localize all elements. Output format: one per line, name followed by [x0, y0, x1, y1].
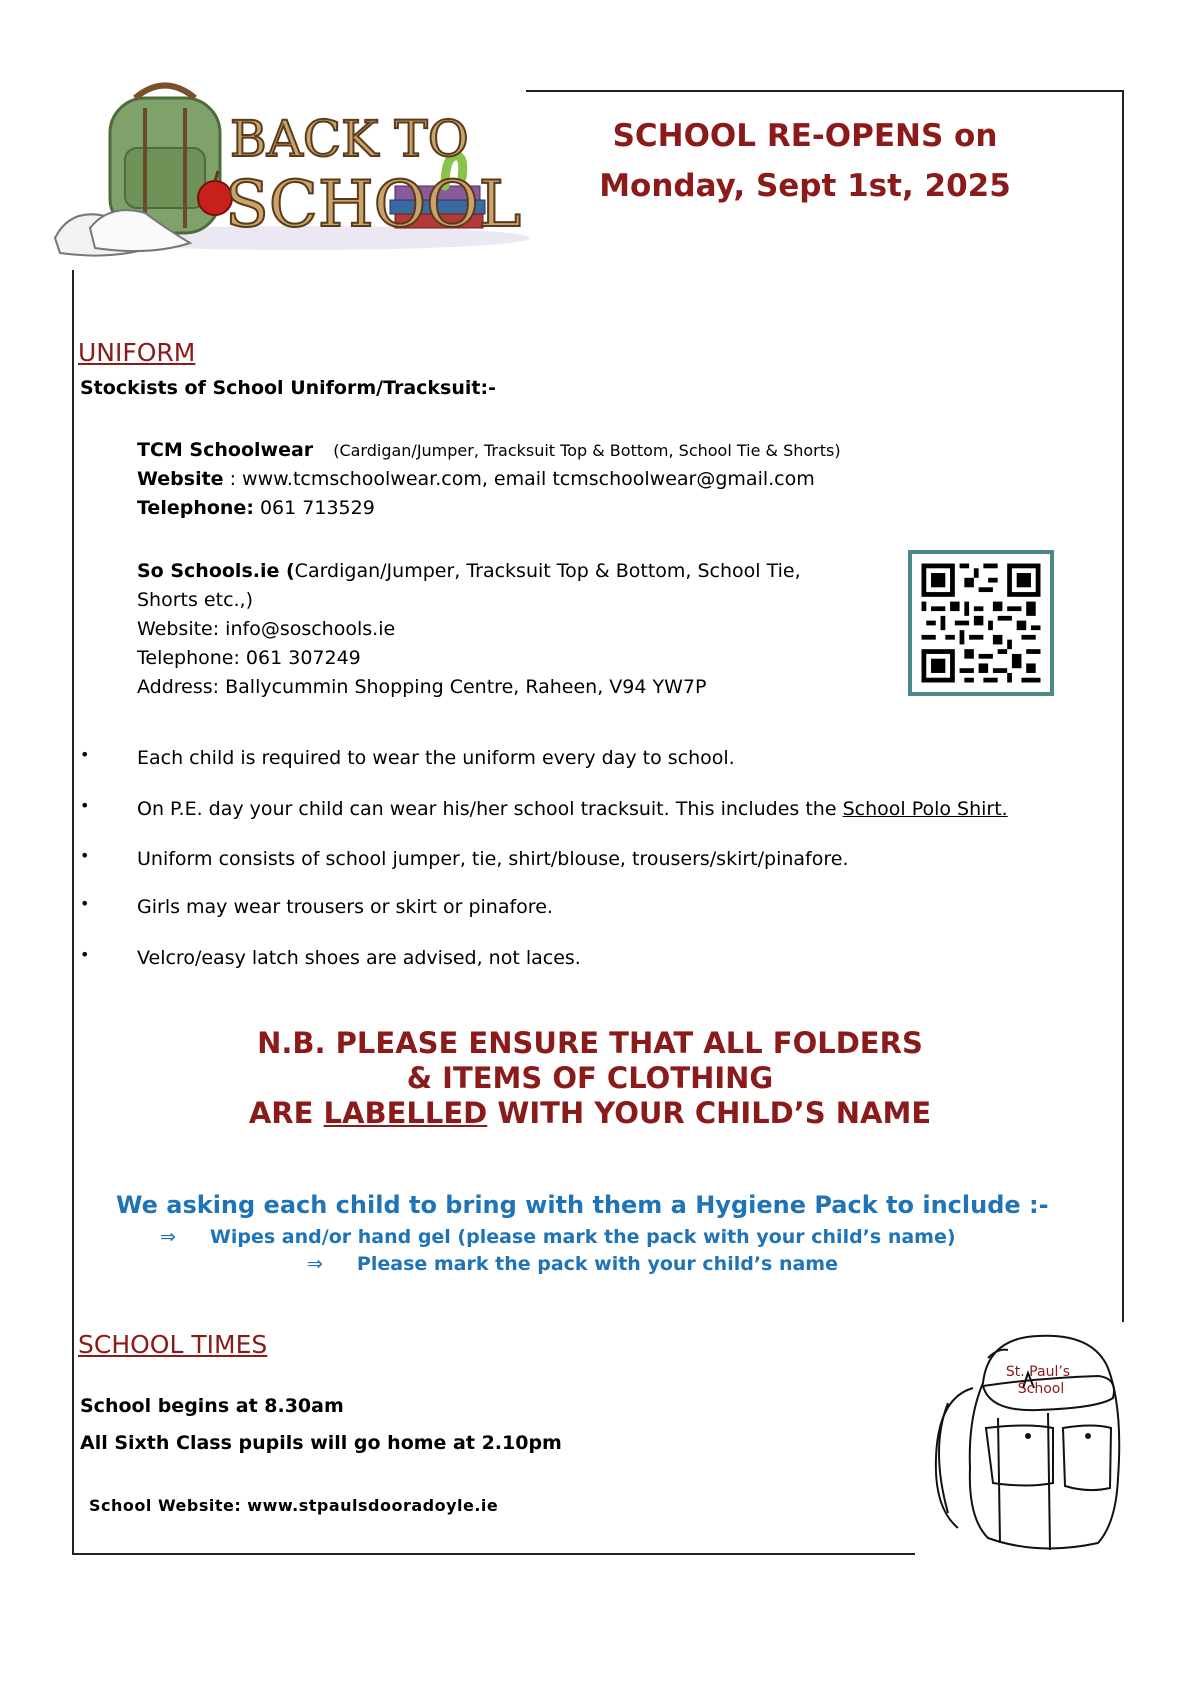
soschools-items-line2: Shorts etc.,) [137, 589, 254, 611]
school-website[interactable]: School Website: www.stpaulsdooradoyle.ie [89, 1496, 499, 1515]
back-to-school-illustration [50, 78, 530, 278]
backpack-label-line-2: School [1017, 1381, 1065, 1397]
school-begins: School begins at 8.30am [80, 1395, 344, 1417]
hygiene-item-1 [160, 1226, 956, 1248]
uniform-heading: UNIFORM [78, 338, 196, 367]
soschools-telephone: Telephone: 061 307249 [137, 647, 361, 669]
logo-text-back-to: BACK TO [230, 110, 469, 168]
soschools-address: Address: Ballycummin Shopping Centre, Raheen, V94 YW7P [137, 676, 707, 698]
bullet-text: Velcro/easy latch shoes are advised, not laces. [137, 947, 581, 969]
notice-line-3 [100, 1096, 1080, 1131]
bullet-text: Uniform consists of school jumper, tie, shirt/blouse, trousers/skirt/pinafore. [137, 848, 849, 870]
hygiene-item-1-text: Wipes and/or hand gel (please mark the pack with your child’s name) [209, 1226, 956, 1248]
bullet-text: Each child is required to wear the uniform every day to school. [137, 747, 735, 769]
arrow-icon: ⇒ [160, 1226, 176, 1248]
qr-code[interactable] [908, 550, 1054, 696]
hygiene-intro: We asking each child to bring with them a Hygiene Pack to include :- [116, 1191, 1049, 1219]
soschools-name-line [137, 557, 907, 586]
reopen-line-1: SCHOOL RE-OPENS on [612, 118, 998, 154]
backpack-illustration [928, 1328, 1138, 1558]
reopen-title [540, 118, 1070, 204]
arrow-icon: ⇒ [307, 1253, 323, 1275]
notice-line-1: N.B. PLEASE ENSURE THAT ALL FOLDERS [257, 1026, 923, 1060]
tcm-name: TCM Schoolwear [137, 439, 314, 461]
soschools-items-line1: Cardigan/Jumper, Tracksuit Top & Bottom, School Tie, [294, 560, 801, 582]
notice-line-3-post: WITH YOUR CHILD’S NAME [487, 1096, 932, 1130]
school-times-heading: SCHOOL TIMES [78, 1330, 268, 1359]
back-to-school-logo [50, 78, 530, 278]
stockists-label: Stockists of School Uniform/Tracksuit:- [80, 377, 496, 399]
bullet-text: Girls may wear trousers or skirt or pinafore. [137, 896, 553, 918]
bullet-dot: • [80, 945, 90, 964]
backpack-icon [928, 1328, 1138, 1558]
hygiene-item-2 [307, 1253, 838, 1275]
notice-line-3-pre: ARE [248, 1096, 324, 1130]
polo-shirt-text: School Polo Shirt. [842, 798, 1008, 820]
bullet-dot: • [80, 745, 90, 764]
notice-line-2: & ITEMS OF CLOTHING [406, 1061, 774, 1095]
frame-top [526, 90, 1124, 92]
labelling-notice [100, 1026, 1080, 1131]
tcm-telephone-value: 061 713529 [259, 497, 375, 519]
bullet-dot: • [80, 796, 90, 815]
tcm-name-line [137, 436, 1037, 465]
backpack-label-line-1: St. Paul’s [1005, 1364, 1071, 1380]
tcm-website-label: Website [137, 468, 224, 490]
logo-text-school: SCHOOL [225, 168, 522, 242]
soschools-block [137, 557, 907, 702]
tcm-website-value: : www.tcmschoolwear.com, email tcmschoolwear@gmail.com [229, 468, 815, 490]
reopen-line-2: Monday, Sept 1st, 2025 [599, 168, 1011, 204]
bullet-dot: • [80, 894, 90, 913]
tcm-website-line [137, 465, 1037, 494]
qr-code-pattern [912, 554, 1050, 692]
tcm-telephone-label: Telephone: [137, 497, 254, 519]
frame-right [1122, 90, 1124, 1322]
hygiene-item-2-text: Please mark the pack with your child’s name [356, 1253, 838, 1275]
sixth-class-home-time: All Sixth Class pupils will go home at 2.10pm [80, 1432, 562, 1454]
bullet-text-main: On P.E. day your child can wear his/her school tracksuit. This includes the [137, 798, 843, 820]
notice-labelled: LABELLED [323, 1096, 488, 1130]
bullet-dot: • [80, 846, 90, 865]
frame-bottom [72, 1553, 915, 1555]
soschools-name: So Schools.ie ( [137, 560, 295, 582]
bullet-text [137, 798, 1008, 820]
tcm-items: (Cardigan/Jumper, Tracksuit Top & Bottom, School Tie & Shorts) [333, 441, 841, 460]
tcm-block [137, 436, 1037, 523]
soschools-website: Website: info@soschools.ie [137, 618, 396, 640]
tcm-telephone-line [137, 494, 1037, 523]
frame-left [72, 270, 74, 1555]
